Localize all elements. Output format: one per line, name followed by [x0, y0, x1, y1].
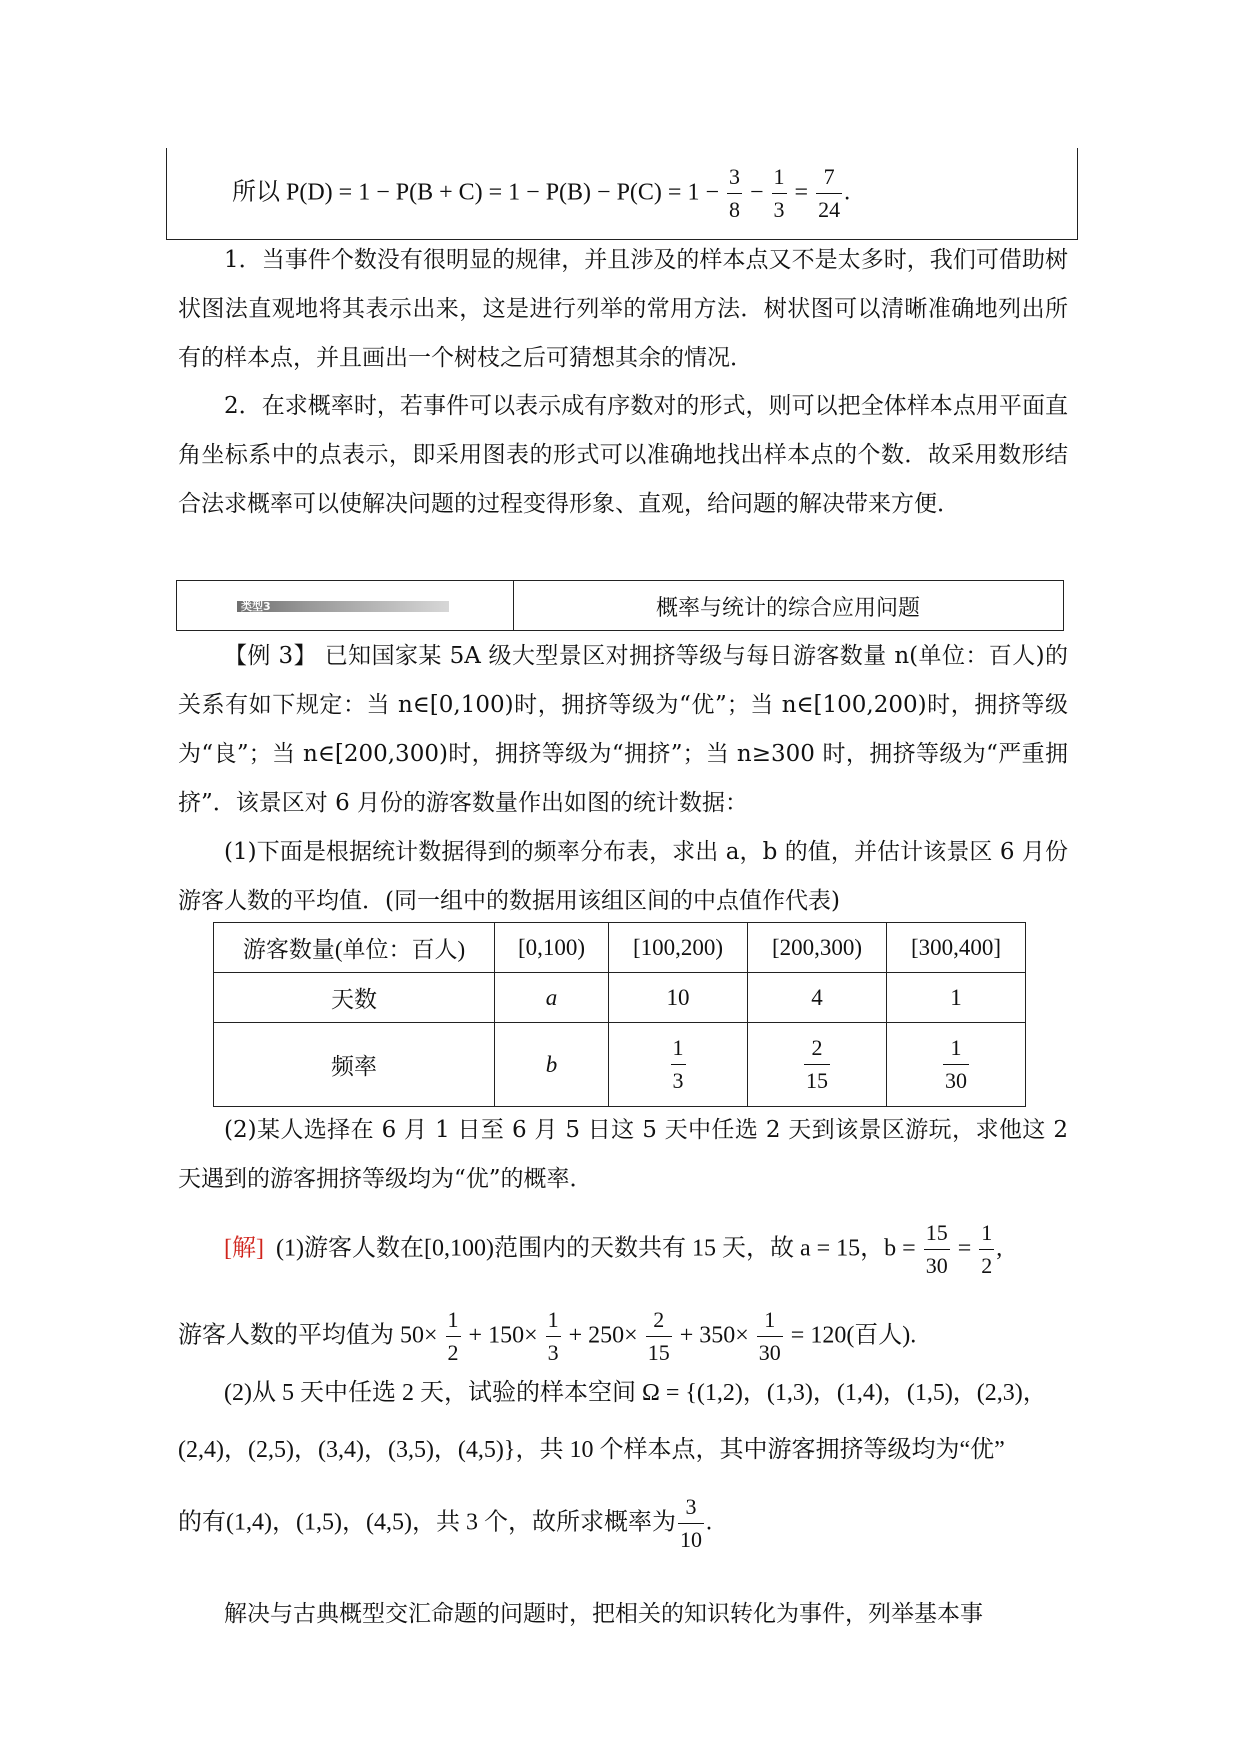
example-label: 【例 3】: [224, 643, 318, 669]
solution-p2-line-1: (2)从 5 天中任选 2 天，试验的样本空间 Ω = {(1,2)，(1,3)，(1,4)，(1,5)，(2,3)，: [224, 1380, 1047, 1406]
solution-line-2: 游客人数的平均值为 50× $\frac{1}{2}$ + 150× $\frac{1}{3}$ + 250× $\frac{2}{15}$ + 350× $\frac{1}{30}$ = 120(百人).: [178, 1307, 917, 1366]
note-paragraph-1: 1．当事件个数没有很明显的规律，并且涉及的样本点又不是太多时，我们可借助树状图法直观地将其表示出来，这是进行列举的常用方法．树状图可以清晰准确地列出所有的样本点，并且画出一个树枝之后可猜想其余的情况．: [178, 247, 1068, 371]
solution-tag: [解]: [224, 1235, 264, 1262]
question-2: (2)某人选择在 6 月 1 日至 6 月 5 日这 5 天中任选 2 天到该景区游玩，求他这 2 天遇到的游客拥挤等级均为“优”的概率．: [178, 1117, 1068, 1192]
formula-expression: P(D) = 1 − P(B + C) = 1 − P(B) − P(C) = 1 −: [286, 179, 719, 206]
frequency-table: [213, 922, 1026, 1107]
fraction: $\frac{7}{24}$: [818, 164, 841, 223]
formula-prefix: 所以: [232, 179, 280, 206]
fraction: $\frac{1}{3}$: [773, 164, 785, 223]
table-row: 天数 a 10 4 1: [214, 973, 1026, 1023]
note-paragraph-2: 2．在求概率时，若事件可以表示成有序数对的形式，则可以把全体样本点用平面直角坐标系中的点表示，即采用图表的形式可以准确地找出样本点的个数．故采用数形结合法求概率可以使解决问题的过程变得形象、直观，给问题的解决带来方便．: [178, 393, 1068, 517]
table-header-row: 游客数量(单位：百人) [0,100) [100,200) [200,300) [300,400]: [214, 923, 1026, 973]
example-statement: [178, 632, 1068, 828]
example-text: 已知国家某 5A 级大型景区对拥挤等级与每日游客数量 n(单位：百人)的关系有如下规定：当 n∈[0,100)时，拥挤等级为“优”；当 n∈[100,200)时，拥挤等级为“良”；当 n∈[200,300)时，拥挤等级为“拥挤”；当 n≥300 时，拥挤等级为“严重拥挤”．该景区对 6 月份的游客数量作出如图的统计数据：: [178, 643, 1069, 816]
section-title: 概率与统计的综合应用问题: [655, 596, 920, 621]
section-banner: [176, 580, 1064, 631]
fraction: $\frac{3}{8}$: [728, 164, 740, 223]
formula-line: 所以 P(D) = 1 − P(B + C) = 1 − P(B) − P(C) = 1 − $\frac{3}{8}$ − $\frac{1}{3}$ = $\frac{7}{24}$ .: [232, 164, 851, 223]
question-1: (1)下面是根据统计数据得到的频率分布表，求出 a，b 的值，并估计该景区 6 月份游客人数的平均值．(同一组中的数据用该组区间的中点值作代表): [178, 839, 1068, 914]
closing-paragraph: 解决与古典概型交汇命题的问题时，把相关的知识转化为事件，列举基本事: [224, 1601, 983, 1627]
solution-p2-line-3: 的有(1,4)，(1,5)，(4,5)，共 3 个，故所求概率为 $\frac{3}{10}$ .: [178, 1494, 712, 1553]
table-row: 频率 b $\frac{1}{3}$ $\frac{2}{15}$ $\frac{1}{30}$: [214, 1023, 1026, 1107]
banner-tag-cell: [177, 581, 514, 630]
solution-line-1: [解] (1)游客人数在[0,100)范围内的天数共有 15 天，故 a = 15，b = $\frac{15}{30}$ = $\frac{1}{2}$ ,: [224, 1220, 1003, 1279]
banner-tag-label: 类型3: [241, 600, 271, 613]
solution-p2-line-2: (2,4)，(2,5)，(3,4)，(3,5)，(4,5)}，共 10 个样本点，其中游客拥挤等级均为“优”: [178, 1437, 1005, 1463]
